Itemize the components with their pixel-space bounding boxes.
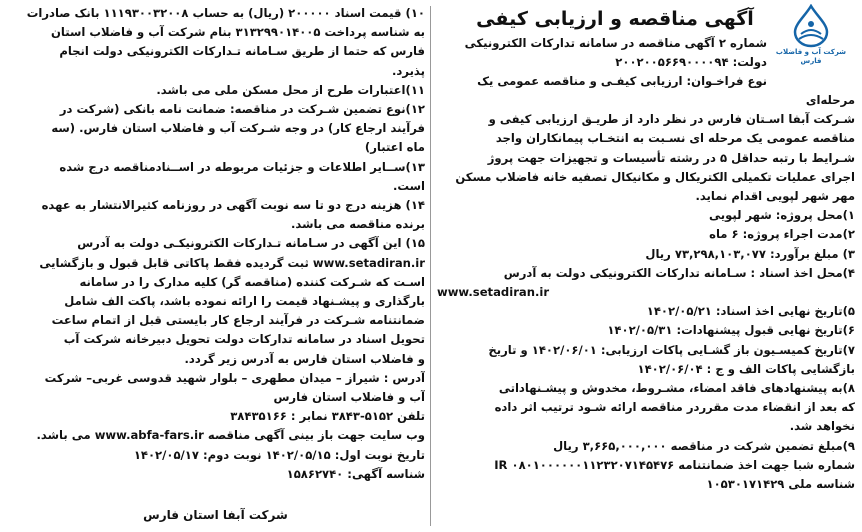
text-line: بارگذاری و پیشـنهاد قیمت را ارائه نموده باشد، پاکت الف شامل bbox=[64, 294, 425, 309]
header-line: شماره ۲ آگهی مناقصه در سامانه تدارکات الکترونیکی bbox=[464, 36, 767, 50]
text-line: ۱۴) هزینه درج دو تا سه نوبت آگهی در روزنامه کثیرالانتشار به عهده bbox=[41, 198, 425, 213]
text-line: آدرس : شیراز – میدان مطهری – بلوار شهید قدوسی غربی– شرکت bbox=[44, 370, 425, 385]
company-logo bbox=[768, 4, 854, 68]
right-text-column bbox=[437, 91, 855, 494]
text-line: آب و فاضلاب استان فارس bbox=[273, 390, 425, 405]
text-line: تلفن ۵۱۵۲-۳۸۴۳ نمابر : ۳۸۴۳۵۱۶۶ bbox=[230, 409, 425, 424]
left-text-column bbox=[6, 4, 425, 484]
text-line: فارس که حتما از طریق سـامانه تـدارکات الکترونیکی دولت انجام bbox=[59, 44, 425, 59]
text-line: اجرای عملیات تکمیلی الکتریکال و مکانیکال تصفیه خانه فاضلاب مسکن bbox=[455, 169, 855, 184]
text-line: مناقصه عمومی یک مرحله ای نسـبت به انتخـاب پیمانکاران واجد bbox=[495, 131, 855, 146]
header-line: نوع فراخـوان: ارزیابی کیفـی و مناقصه عمومی یک bbox=[477, 74, 767, 89]
text-line: ماه اعتبار) bbox=[364, 140, 425, 155]
text-line: اسـت که شـرکت کننده (مناقصه گر) کلیه مدارک را در سامانه bbox=[79, 274, 425, 289]
text-line: ۱)محل پروژه: شهر لپویی bbox=[709, 208, 855, 223]
text-line: ۳) مبلغ برآورد: ۷۳,۲۹۸,۱۰۳,۰۷۷ ریال bbox=[645, 246, 855, 261]
notice-header-lines bbox=[437, 34, 767, 92]
text-line: ۴)محل اخذ اسناد : سـامانه تدارکات الکترونیکی دولت به آدرس bbox=[503, 265, 855, 280]
text-line: تحویل اسناد در سامانه تدارکات دولت تحویل دبیرخانه شرکت آب bbox=[63, 332, 425, 347]
text-line: ۸)به پیشنهادهای فاقد امضاء، مشـروط، مخدوش و پیشـنهاداتی bbox=[498, 381, 855, 396]
text-line: www.setadiran.ir ثبت گردیده فقط پاکاتی قابل قبول و بازگشایی bbox=[39, 255, 425, 270]
text-line: برنده مناقصه می باشد. bbox=[291, 217, 425, 232]
text-line: ۱۲)نوع تضمین شـرکت در مناقصه: ضمانت نامه بانکی (شرکت در bbox=[59, 102, 425, 117]
notice-title: آگهی مناقصه و ارزیابی کیفی bbox=[476, 8, 754, 30]
text-line: شـرایط با رتبه حداقل ۵ در رشته تأسیسات و تجهیزات جهت پروژ bbox=[487, 150, 855, 165]
text-line: نخواهد شد. bbox=[789, 419, 855, 434]
text-line: ۱۱)اعتبارات طرح از محل مسکن ملی می باشد. bbox=[156, 82, 425, 97]
text-line: وب سایت جهت باز بینی آگهی مناقصه www.abfa-fars.ir می باشد. bbox=[36, 428, 425, 443]
header-line: دولت: ۲۰۰۲۰۰۵۶۶۹۰۰۰۰۹۴ bbox=[615, 55, 767, 70]
text-line: و فاضلاب استان فارس به آدرس زیر گردد. bbox=[184, 351, 425, 366]
text-line: ۱۰) قیمت اسناد ۲۰۰۰۰۰ (ریال) به حساب ۱۱۱۹۳۰۰۳۲۰۰۸ بانک صادرات bbox=[26, 6, 425, 20]
text-line: شماره شبا جهت اخذ ضمانتنامه IR ۰۸۰۱۰۰۰۰۰۰۱۱۲۳۲۰۷۱۴۵۴۷۶ bbox=[494, 457, 855, 472]
text-line: ۶)تاریخ نهایی قبول پیشنهادات: ۱۴۰۲/۰۵/۳۱ bbox=[607, 323, 855, 338]
text-line: فرآیند ارجاع کار) در وجه شـرکت آب و فاضلاب استان فارس. (سه bbox=[51, 121, 425, 136]
water-drop-logo-icon bbox=[781, 4, 841, 48]
text-line: ضمانتنامه شـرکت در فرآیند ارجاع کار بایستی قبل از اتمام ساعت bbox=[51, 313, 425, 328]
text-line: ۷)تاریخ کمیسـیون باز گشـایی پاکات ارزیابی: ۱۴۰۲/۰۶/۰۱ و تاریخ bbox=[488, 342, 855, 357]
column-divider bbox=[430, 6, 431, 526]
text-line: به شناسه پرداخت ۳۱۳۲۹۹۰۱۴۰۰۵ بنام شرکت آب و فاضلاب استان bbox=[50, 25, 425, 40]
website-link[interactable]: www.setadiran.ir bbox=[437, 285, 550, 300]
text-line: شناسه آگهی: ۱۵۸۶۲۷۴۰ bbox=[286, 466, 425, 481]
text-line: پذیرد. bbox=[392, 63, 425, 78]
text-line: شـرکت آبفا اسـتان فارس در نظر دارد از طریـق ارزیابی کیفی و bbox=[488, 112, 855, 127]
text-line: مهر شهر لپویی اقدام نماید. bbox=[695, 189, 855, 204]
text-line: بازگشایی پاکات الف و ج : ۱۴۰۲/۰۶/۰۴ bbox=[637, 361, 855, 376]
text-line: که بعد از انقضاء مدت مقرردر مناقصه ارائه شـود ترتیب اثر داده bbox=[494, 400, 855, 415]
text-line: تاریخ نوبت اول: ۱۴۰۲/۰۵/۱۵ نوبت دوم: ۱۴۰۲/۰۵/۱۷ bbox=[133, 447, 425, 462]
logo-org-name: شرکت آب و فاضلاب فارس bbox=[775, 48, 847, 65]
text-line: ۲)مدت اجراء پروژه: ۶ ماه bbox=[709, 227, 855, 242]
text-line: ۱۵) این آگهی در سـامانه تـدارکات الکترونیکـی دولت به آدرس bbox=[77, 236, 425, 251]
text-line: ۹)مبلغ تضمین شرکت در مناقصه ۳,۶۶۵,۰۰۰,۰۰۰ ریال bbox=[553, 438, 855, 453]
text-line: شناسه ملی ۱۰۵۳۰۱۷۱۴۲۹ bbox=[706, 477, 855, 492]
text-line: ۱۳)ســایر اطلاعات و جزئیات مربوطه در اســنادمناقصه درج شده bbox=[59, 159, 425, 174]
text-line: است. bbox=[392, 178, 425, 193]
text-line: مرحله‌ای bbox=[805, 93, 855, 107]
footer-org-name: شرکت آبفا استان فارس bbox=[143, 508, 288, 522]
text-line: ۵)تاریخ نهایی اخذ اسناد: ۱۴۰۲/۰۵/۲۱ bbox=[646, 304, 855, 319]
